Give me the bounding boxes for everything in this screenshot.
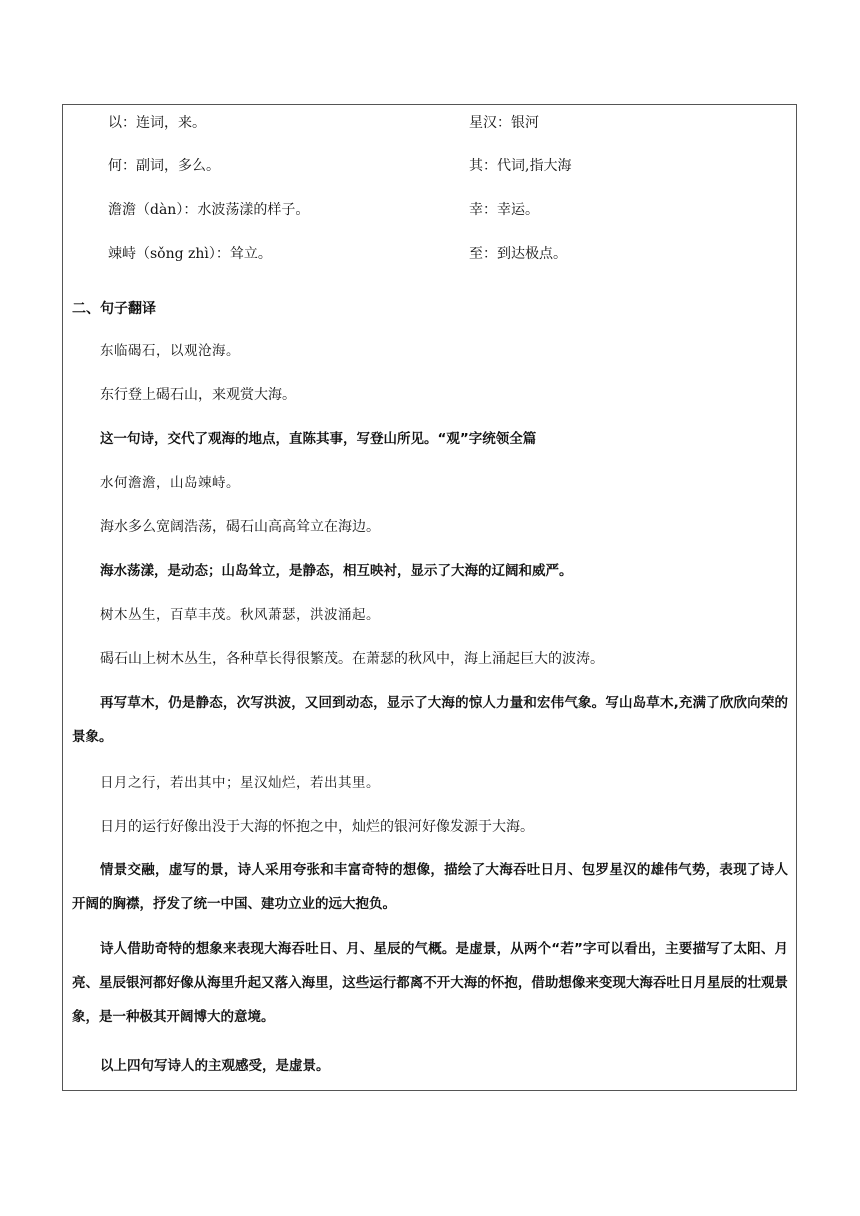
analysis-paragraph: 再写草木，仍是静态，次写洪波，又回到动态，显示了大海的惊人力量和宏伟气象。写山岛草木,充满了欣欣向荣的景象。 bbox=[72, 695, 788, 745]
vocab-item-right: 至：到达极点。 bbox=[469, 246, 567, 262]
poem-line: 水何澹澹，山岛竦峙。 bbox=[100, 475, 240, 491]
vocab-item-right: 幸：幸运。 bbox=[469, 202, 539, 218]
analysis-line: 海水荡漾，是动态；山岛耸立，是静态，相互映衬，显示了大海的辽阔和威严。 bbox=[100, 563, 573, 579]
analysis-paragraph: 情景交融，虚写的景，诗人采用夸张和丰富奇特的想像，描绘了大海吞吐日月、包罗星汉的雄伟气势，表现了诗人开阔的胸襟，抒发了统一中国、建功立业的远大抱负。 bbox=[72, 862, 788, 912]
vocab-item-right: 星汉：银河 bbox=[469, 115, 539, 131]
poem-line: 东临碣石，以观沧海。 bbox=[100, 343, 240, 359]
vocab-item-right: 其：代词,指大海 bbox=[469, 158, 572, 174]
poem-line: 树木丛生，百草丰茂。秋风萧瑟，洪波涌起。 bbox=[100, 607, 380, 623]
translation-line: 海水多么宽阔浩荡，碣石山高高耸立在海边。 bbox=[100, 519, 380, 535]
vocab-item-left: 竦峙（sǒng zhì）：耸立。 bbox=[108, 246, 272, 262]
translation-line: 日月的运行好像出没于大海的怀抱之中，灿烂的银河好像发源于大海。 bbox=[100, 819, 534, 835]
vocab-item-left: 以：连词，来。 bbox=[108, 115, 206, 131]
translation-line: 碣石山上树木丛生，各种草长得很繁茂。在萧瑟的秋风中，海上涌起巨大的波涛。 bbox=[100, 651, 604, 667]
vocab-item-left: 何：副词，多么。 bbox=[108, 158, 220, 174]
vocab-item-left: 澹澹（dàn）：水波荡漾的样子。 bbox=[108, 202, 310, 218]
poem-line: 日月之行，若出其中；星汉灿烂，若出其里。 bbox=[100, 775, 380, 791]
translation-line: 东行登上碣石山，来观赏大海。 bbox=[100, 387, 296, 403]
analysis-paragraph: 诗人借助奇特的想象来表现大海吞吐日、月、星辰的气概。是虚景，从两个“若”字可以看出，主要描写了太阳、月亮、星辰银河都好像从海里升起又落入海里，这些运行都离不开大海的怀抱，借助想像来变现大海吞吐日月星辰的壮观景象，是一种极其开阔博大的意境。 bbox=[72, 941, 788, 1025]
summary-line: 以上四句写诗人的主观感受，是虚景。 bbox=[100, 1058, 330, 1074]
section-heading: 二、句子翻译 bbox=[72, 301, 156, 317]
analysis-line: 这一句诗，交代了观海的地点，直陈其事，写登山所见。“观”字统领全篇 bbox=[100, 431, 537, 447]
